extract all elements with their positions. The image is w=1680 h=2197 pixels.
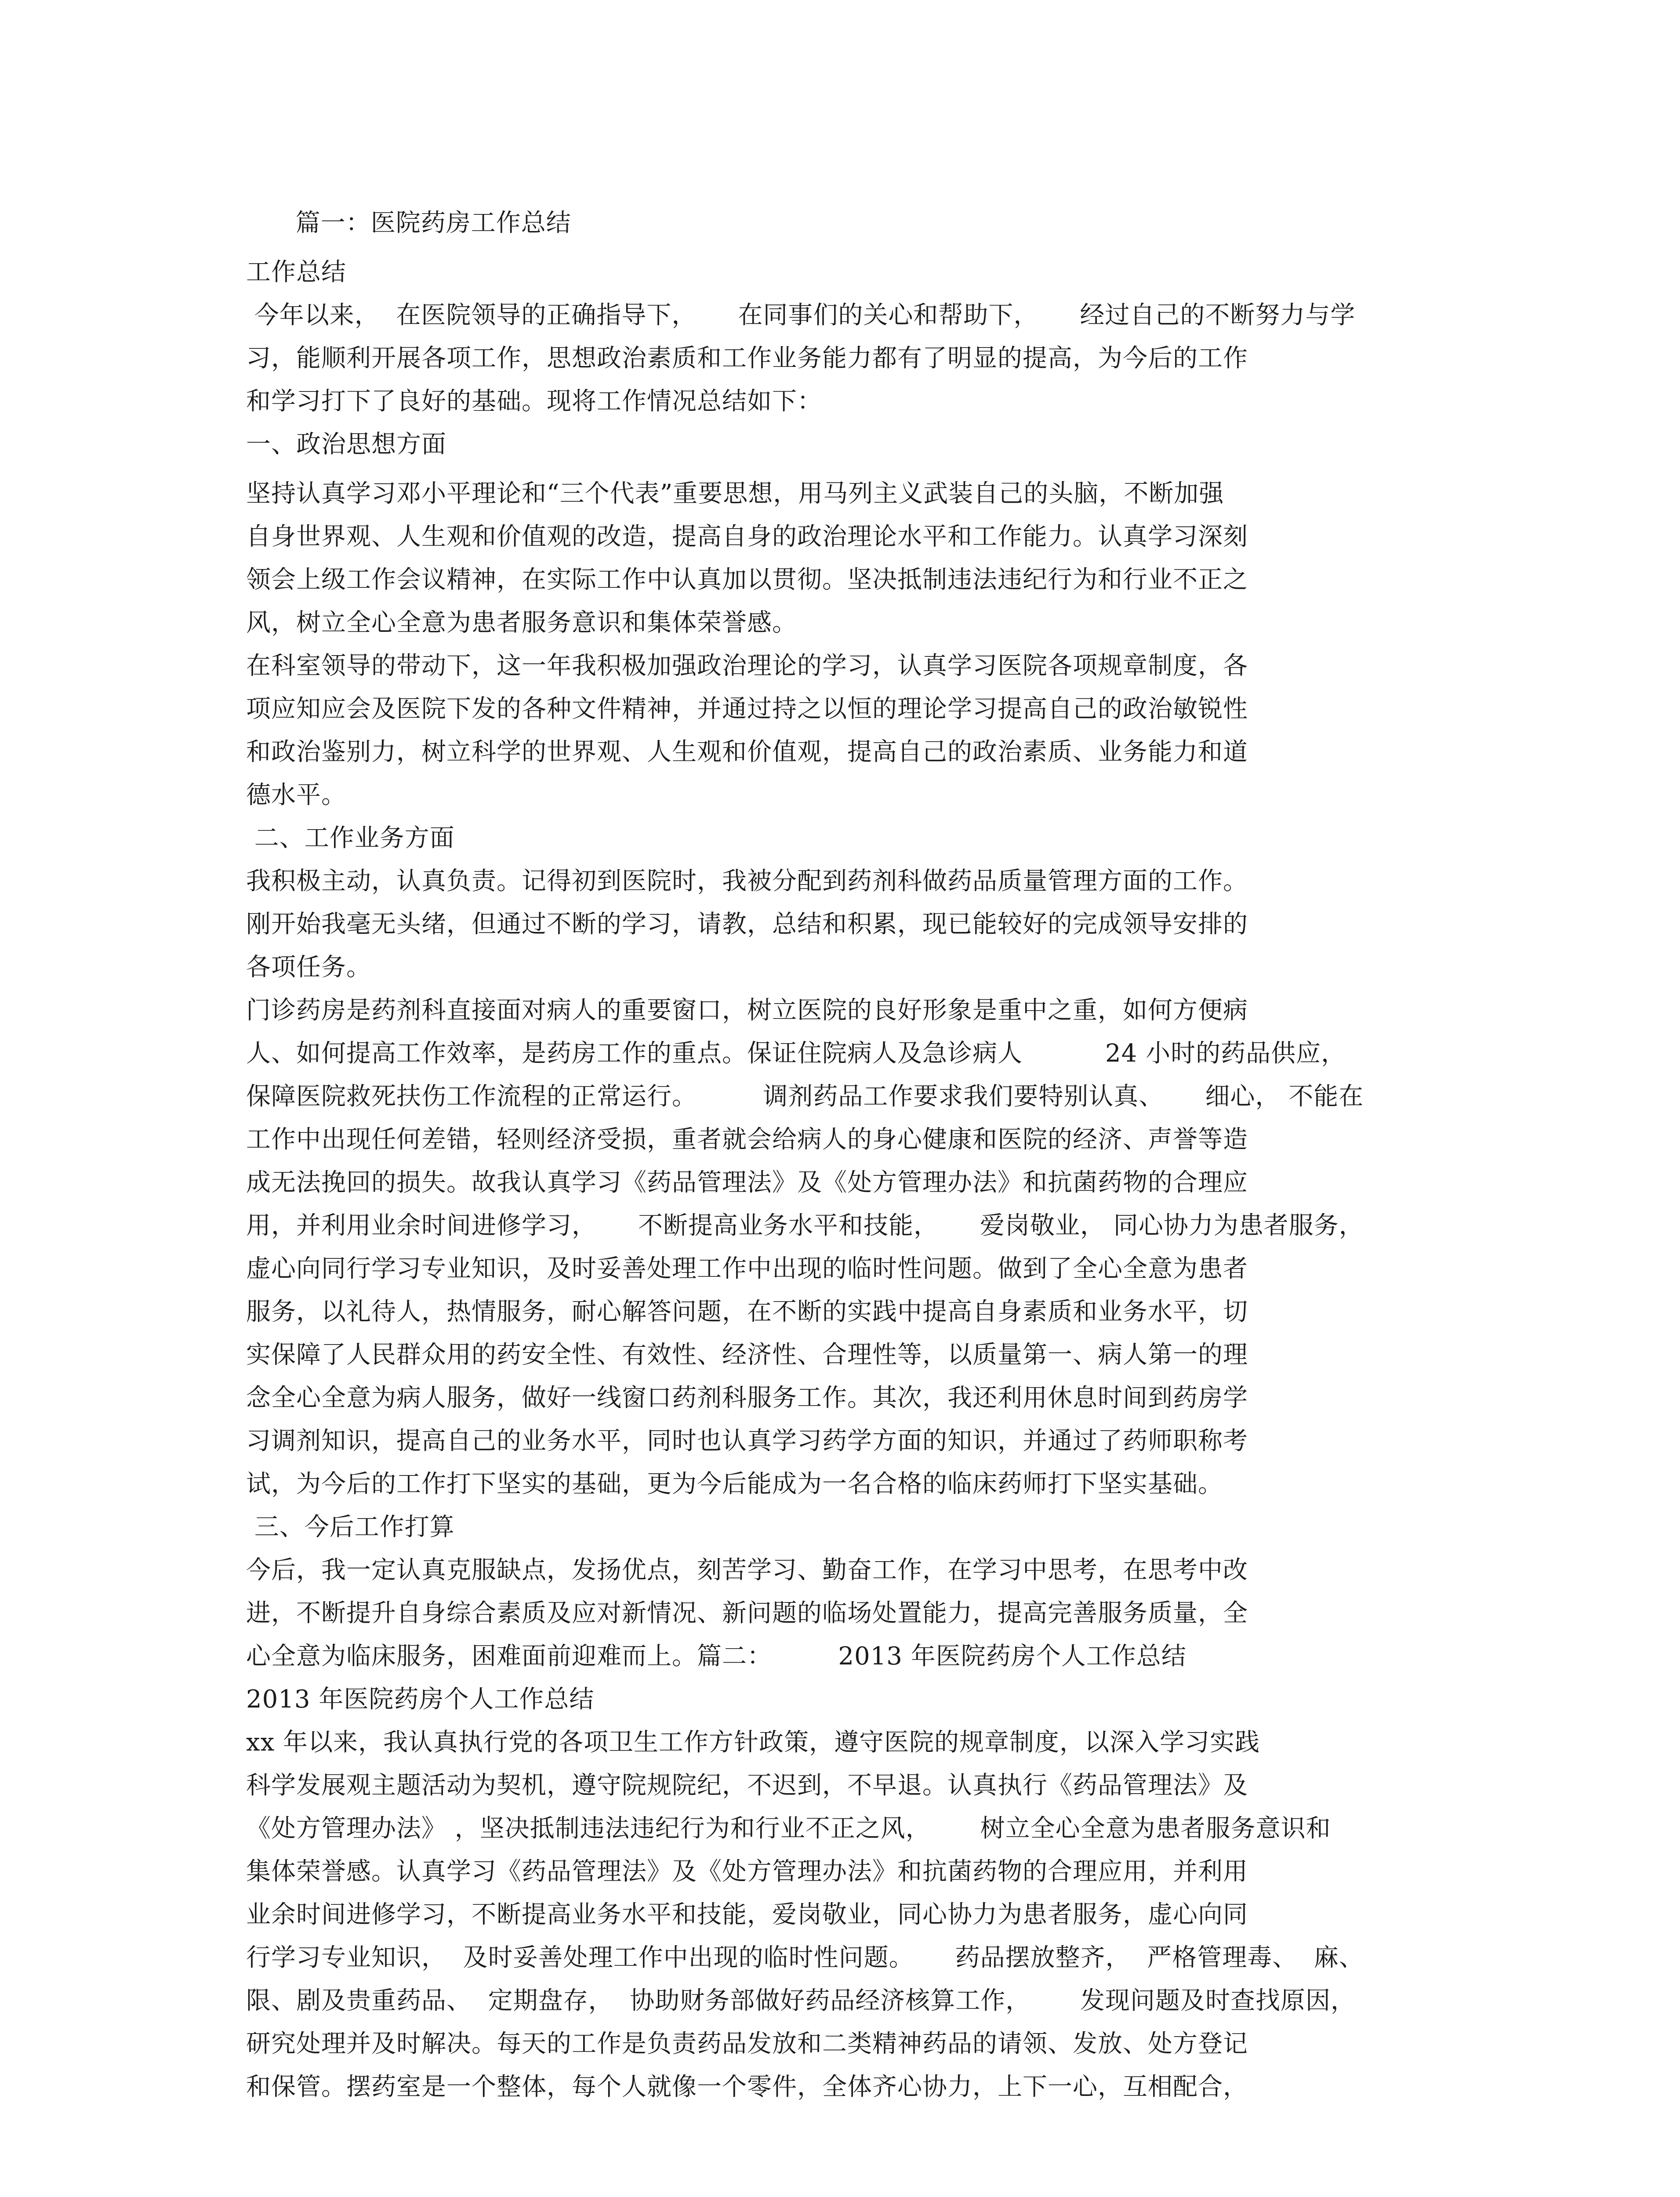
section-heading: 工作总结: [246, 258, 346, 286]
text-line: 刚开始我毫无头绪，但通过不断的学习，请教，总结和积累，现已能较好的完成领导安排的: [246, 910, 1248, 939]
text-line: 德水平。: [246, 781, 346, 809]
text-line: 习调剂知识，提高自己的业务水平，同时也认真学习药学方面的知识，并通过了药师职称考: [246, 1427, 1248, 1455]
text-line: 虚心向同行学习专业知识，及时妥善处理工作中出现的临时性问题。做到了全心全意为患者: [246, 1254, 1248, 1283]
text-line: 实保障了人民群众用的药安全性、有效性、经济性、合理性等，以质量第一、病人第一的理: [246, 1341, 1248, 1369]
text-line: 今年以来， 在医院领导的正确指导下， 在同事们的关心和帮助下， 经过自己的不断努力与学: [246, 301, 1356, 330]
section-heading: 二、工作业务方面: [246, 824, 455, 852]
text-line: 在科室领导的带动下，这一年我积极加强政治理论的学习，认真学习医院各项规章制度，各: [246, 652, 1248, 680]
text-line: 和学习打下了良好的基础。现将工作情况总结如下：: [246, 387, 822, 416]
text-line: 自身世界观、人生观和价值观的改造，提高自身的政治理论水平和工作能力。认真学习深刻: [246, 522, 1248, 551]
text-line: 和政治鉴别力，树立科学的世界观、人生观和价值观，提高自己的政治素质、业务能力和道: [246, 738, 1248, 766]
text-line: xx 年以来，我认真执行党的各项卫生工作方针政策，遵守医院的规章制度，以深入学习实践: [246, 1728, 1260, 1757]
section-heading: 一、政治思想方面: [246, 430, 446, 459]
text-line: 人、如何提高工作效率，是药房工作的重点。保证住院病人及急诊病人 24 小时的药品供应，: [246, 1039, 1346, 1068]
text-line: 我积极主动，认真负责。记得初到医院时，我被分配到药剂科做药品质量管理方面的工作。: [246, 867, 1248, 895]
text-line: 服务，以礼待人，热情服务，耐心解答问题，在不断的实践中提高自身素质和业务水平，切: [246, 1298, 1248, 1326]
text-line: 《处方管理办法》 ，坚决抵制违法违纪行为和行业不正之风， 树立全心全意为患者服务意识和: [246, 1814, 1331, 1843]
text-line: 进，不断提升自身综合素质及应对新情况、新问题的临场处置能力，提高完善服务质量，全: [246, 1599, 1248, 1628]
text-line: 工作中出现任何差错，轻则经济受损，重者就会给病人的身心健康和医院的经济、声誉等造: [246, 1125, 1248, 1154]
text-line: 坚持认真学习邓小平理论和“三个代表”重要思想，用马列主义武装自己的头脑，不断加强: [246, 479, 1224, 508]
text-line: 研究处理并及时解决。每天的工作是负责药品发放和二类精神药品的请领、发放、处方登记: [246, 2030, 1248, 2058]
text-line: 念全心全意为病人服务，做好一线窗口药剂科服务工作。其次，我还利用休息时间到药房学: [246, 1384, 1248, 1412]
text-line: 业余时间进修学习，不断提高业务水平和技能，爱岗敬业，同心协力为患者服务，虚心向同: [246, 1900, 1248, 1929]
text-line: 行学习专业知识， 及时妥善处理工作中出现的临时性问题。 药品摆放整齐， 严格管理毒、 麻、: [246, 1943, 1364, 1972]
text-line: 成无法挽回的损失。故我认真学习《药品管理法》及《处方管理办法》和抗菌药物的合理应: [246, 1168, 1248, 1197]
text-line: 项应知应会及医院下发的各种文件精神，并通过持之以恒的理论学习提高自己的政治敏锐性: [246, 695, 1248, 723]
text-line: 保障医院救死扶伤工作流程的正常运行。 调剂药品工作要求我们要特别认真、 细心， 不能在: [246, 1082, 1364, 1111]
section-heading: 2013 年医院药房个人工作总结: [246, 1685, 595, 1714]
text-line: 门诊药房是药剂科直接面对病人的重要窗口，树立医院的良好形象是重中之重，如何方便病: [246, 996, 1248, 1025]
text-line: 风，树立全心全意为患者服务意识和集体荣誉感。: [246, 609, 797, 637]
text-line: 试，为今后的工作打下坚实的基础，更为今后能成为一名合格的临床药师打下坚实基础。: [246, 1470, 1223, 1498]
text-line: 今后，我一定认真克服缺点，发扬优点，刻苦学习、勤奋工作，在学习中思考，在思考中改: [246, 1556, 1248, 1584]
text-line: 限、剧及贵重药品、 定期盘存， 协助财务部做好药品经济核算工作， 发现问题及时查找原因，: [246, 1987, 1356, 2015]
text-line: 用，并利用业余时间进修学习， 不断提高业务水平和技能， 爱岗敬业， 同心协力为患者服务，: [246, 1211, 1364, 1240]
text-line: 习，能顺利开展各项工作，思想政治素质和工作业务能力都有了明显的提高，为今后的工作: [246, 344, 1248, 373]
text-line: 领会上级工作会议精神，在实际工作中认真加以贯彻。坚决抵制违法违纪行为和行业不正之: [246, 566, 1248, 594]
text-line: 各项任务。: [246, 953, 371, 982]
text-line: 和保管。摆药室是一个整体，每个人就像一个零件，全体齐心协力，上下一心，互相配合，: [246, 2073, 1248, 2101]
doc-title: 篇一：医院药房工作总结: [246, 209, 571, 237]
text-line: 集体荣誉感。认真学习《药品管理法》及《处方管理办法》和抗菌药物的合理应用，并利用: [246, 1857, 1248, 1886]
text-line: 科学发展观主题活动为契机，遵守院规院纪，不迟到，不早退。认真执行《药品管理法》及: [246, 1771, 1248, 1800]
section-heading: 三、今后工作打算: [246, 1513, 455, 1541]
text-line: 心全意为临床服务，困难面前迎难而上。篇二： 2013 年医院药房个人工作总结: [246, 1642, 1187, 1671]
